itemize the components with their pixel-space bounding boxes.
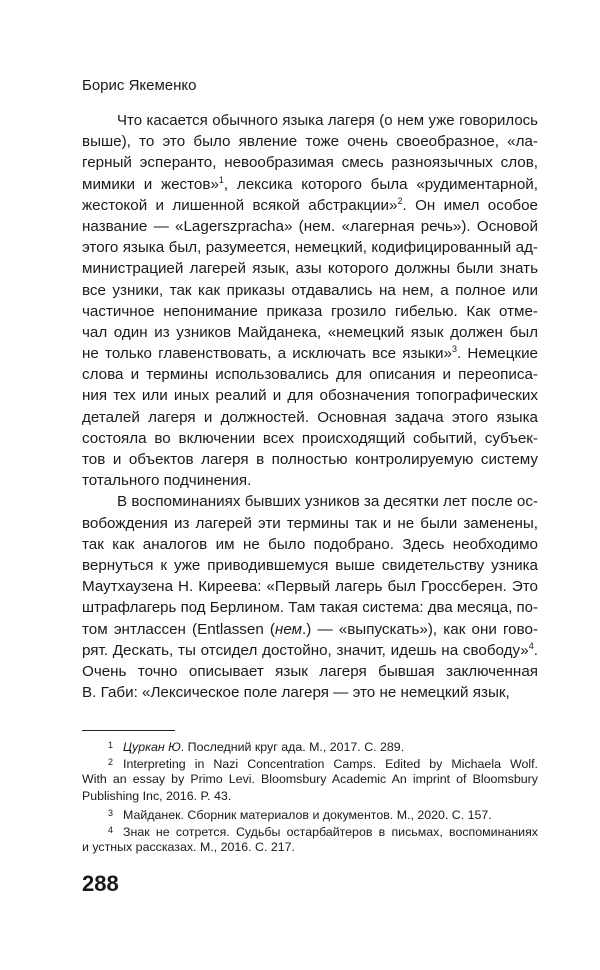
text-segment: состояла во включении всех происходящий событий, субъек- xyxy=(82,429,538,447)
footnote-line xyxy=(82,737,538,754)
text-segment: В воспоминаниях бывших узников за десятки лет после ос- xyxy=(117,493,538,511)
text-line xyxy=(82,576,538,597)
footnote-ref: 1 xyxy=(218,174,224,185)
footnote-number: 1 xyxy=(108,740,114,750)
footnote-number: 2 xyxy=(108,757,114,767)
footnote-divider xyxy=(82,730,175,731)
footnote-number: 3 xyxy=(108,808,114,818)
text-line xyxy=(82,301,538,322)
text-line xyxy=(82,513,538,534)
text-line xyxy=(82,640,538,661)
footnote-line xyxy=(82,822,538,839)
footnote-line xyxy=(82,788,538,805)
text-line xyxy=(82,216,538,237)
text-segment: все узники, так как приказы отдавались на нем, а полное или xyxy=(82,281,538,299)
text-line xyxy=(82,322,538,343)
text-line xyxy=(82,555,538,576)
text-line xyxy=(82,280,538,301)
text-segment: With an essay by Primo Levi. Bloomsbury Academic An imprint of Bloomsbury xyxy=(82,772,538,786)
text-segment: вобождения из лагерей эти термины так и не были заменены, xyxy=(82,514,538,532)
footnote-line xyxy=(82,754,538,771)
text-segment: вернуться к уже приводившемуся выше свидетельству узника xyxy=(82,556,538,574)
text-line xyxy=(82,597,538,618)
footnote-ref: 4 xyxy=(528,640,534,651)
text-segment: министрацией лагерей язык, азы которого должны были знать xyxy=(82,260,538,278)
text-line xyxy=(82,449,538,470)
text-segment: Цуркан Ю xyxy=(123,740,181,754)
text-line xyxy=(82,195,538,216)
text-line xyxy=(82,237,538,258)
text-segment: этого языка был, разумеется, немецкий, кодифицированный ад- xyxy=(82,239,538,257)
footnotes xyxy=(82,737,538,856)
text-line xyxy=(82,682,538,703)
footnote-ref: 2 xyxy=(397,195,403,206)
text-segment: . Последний круг ада. М., 2017. С. 289. xyxy=(180,740,405,754)
text-segment: штрафлагерь под Берлином. Там такая система: два месяца, по- xyxy=(82,599,538,617)
text-segment: деталей лагеря и должностей. Основная задача этого языка xyxy=(82,408,538,426)
text-segment: нем xyxy=(275,620,303,638)
running-head: Борис Якеменко xyxy=(82,77,197,94)
text-line xyxy=(82,470,538,491)
page-number: 288 xyxy=(82,871,119,896)
footnote-line xyxy=(82,771,538,788)
text-segment: тов и объектов лагеря в полностью контролируемую систему xyxy=(82,451,538,468)
text-line xyxy=(82,534,538,555)
text-segment: . xyxy=(533,641,538,659)
text-segment: . Немецкие xyxy=(457,345,538,363)
footnote-ref: 3 xyxy=(451,344,457,355)
text-segment: мимики и жестов» xyxy=(82,175,219,193)
text-segment: Майданек. Сборник материалов и документов. М., 2020. С. 157. xyxy=(123,808,492,822)
text-line xyxy=(82,343,538,364)
text-line xyxy=(82,131,538,152)
text-segment: Знак не сотрется. Судьбы остарбайтеров в письмах, воспоминаниях xyxy=(123,825,538,839)
text-segment: чал один из узников Майданека, «немецкий язык должен был xyxy=(82,323,538,341)
text-line xyxy=(82,619,538,640)
text-segment: Маутхаузена Н. Киреева: «Первый лагерь был Гроссберен. Это xyxy=(82,578,538,596)
footnote-line xyxy=(82,805,538,822)
text-segment: рят. Дескать, ты отсидел достойно, значит, идешь на свободу» xyxy=(82,641,529,659)
text-line xyxy=(82,174,538,195)
text-segment: Очень точно описывает язык лагеря бывшая заключенная xyxy=(82,662,538,680)
text-segment: Interpreting in Nazi Concentration Camps. Edited by Michaela Wolf. xyxy=(123,757,538,771)
text-segment: том энтлассен (Entlassen ( xyxy=(82,620,275,638)
text-line xyxy=(82,428,538,449)
text-line xyxy=(82,385,538,406)
text-segment: . Он имел особое xyxy=(402,196,538,214)
text-line xyxy=(82,110,538,131)
footnote-number: 4 xyxy=(108,825,114,835)
text-line xyxy=(82,407,538,428)
text-segment: частичное непонимание приказа грозило гибелью. Как отме- xyxy=(82,302,538,320)
text-segment: Что касается обычного языка лагеря (о нем уже говорилось xyxy=(117,112,538,129)
text-segment: , лексика которого была «рудиментарной, xyxy=(223,175,538,193)
text-segment: выше), то это было явление тоже очень своеобразное, «ла- xyxy=(82,133,538,151)
text-segment: и устных рассказах. М., 2016. С. 217. xyxy=(82,840,295,854)
text-line xyxy=(82,364,538,385)
text-segment: Publishing Inc, 2016. P. 43. xyxy=(82,789,232,803)
text-line xyxy=(82,661,538,682)
text-segment: герный эсперанто, невообразимая смесь разноязычных слов, xyxy=(82,154,538,172)
footnote-line xyxy=(82,839,538,856)
text-segment: так как аналогов им не было подобрано. Здесь необходимо xyxy=(82,535,538,553)
text-line xyxy=(82,491,538,512)
body-text xyxy=(82,110,538,703)
text-segment: В. Габи: «Лексическое поле лагеря — это не немецкий язык, xyxy=(82,684,510,702)
text-segment: не только главенствовать, а исключать все языки» xyxy=(82,345,452,363)
text-segment: .) — «выпускать»), как они гово- xyxy=(302,620,539,638)
text-segment: жестокой и лишенной всякой абстракции» xyxy=(82,196,398,214)
text-line xyxy=(82,152,538,173)
text-line xyxy=(82,258,538,279)
text-segment: слова и термины использовались для описания и переописа- xyxy=(82,366,538,384)
text-segment: название — «Lagerszpracha» (нем. «лагерная речь»). Основой xyxy=(82,217,538,235)
text-segment: ния тех или иных реалий и для обозначения топографических xyxy=(82,387,538,405)
text-segment: тотального подчинения. xyxy=(82,472,252,490)
